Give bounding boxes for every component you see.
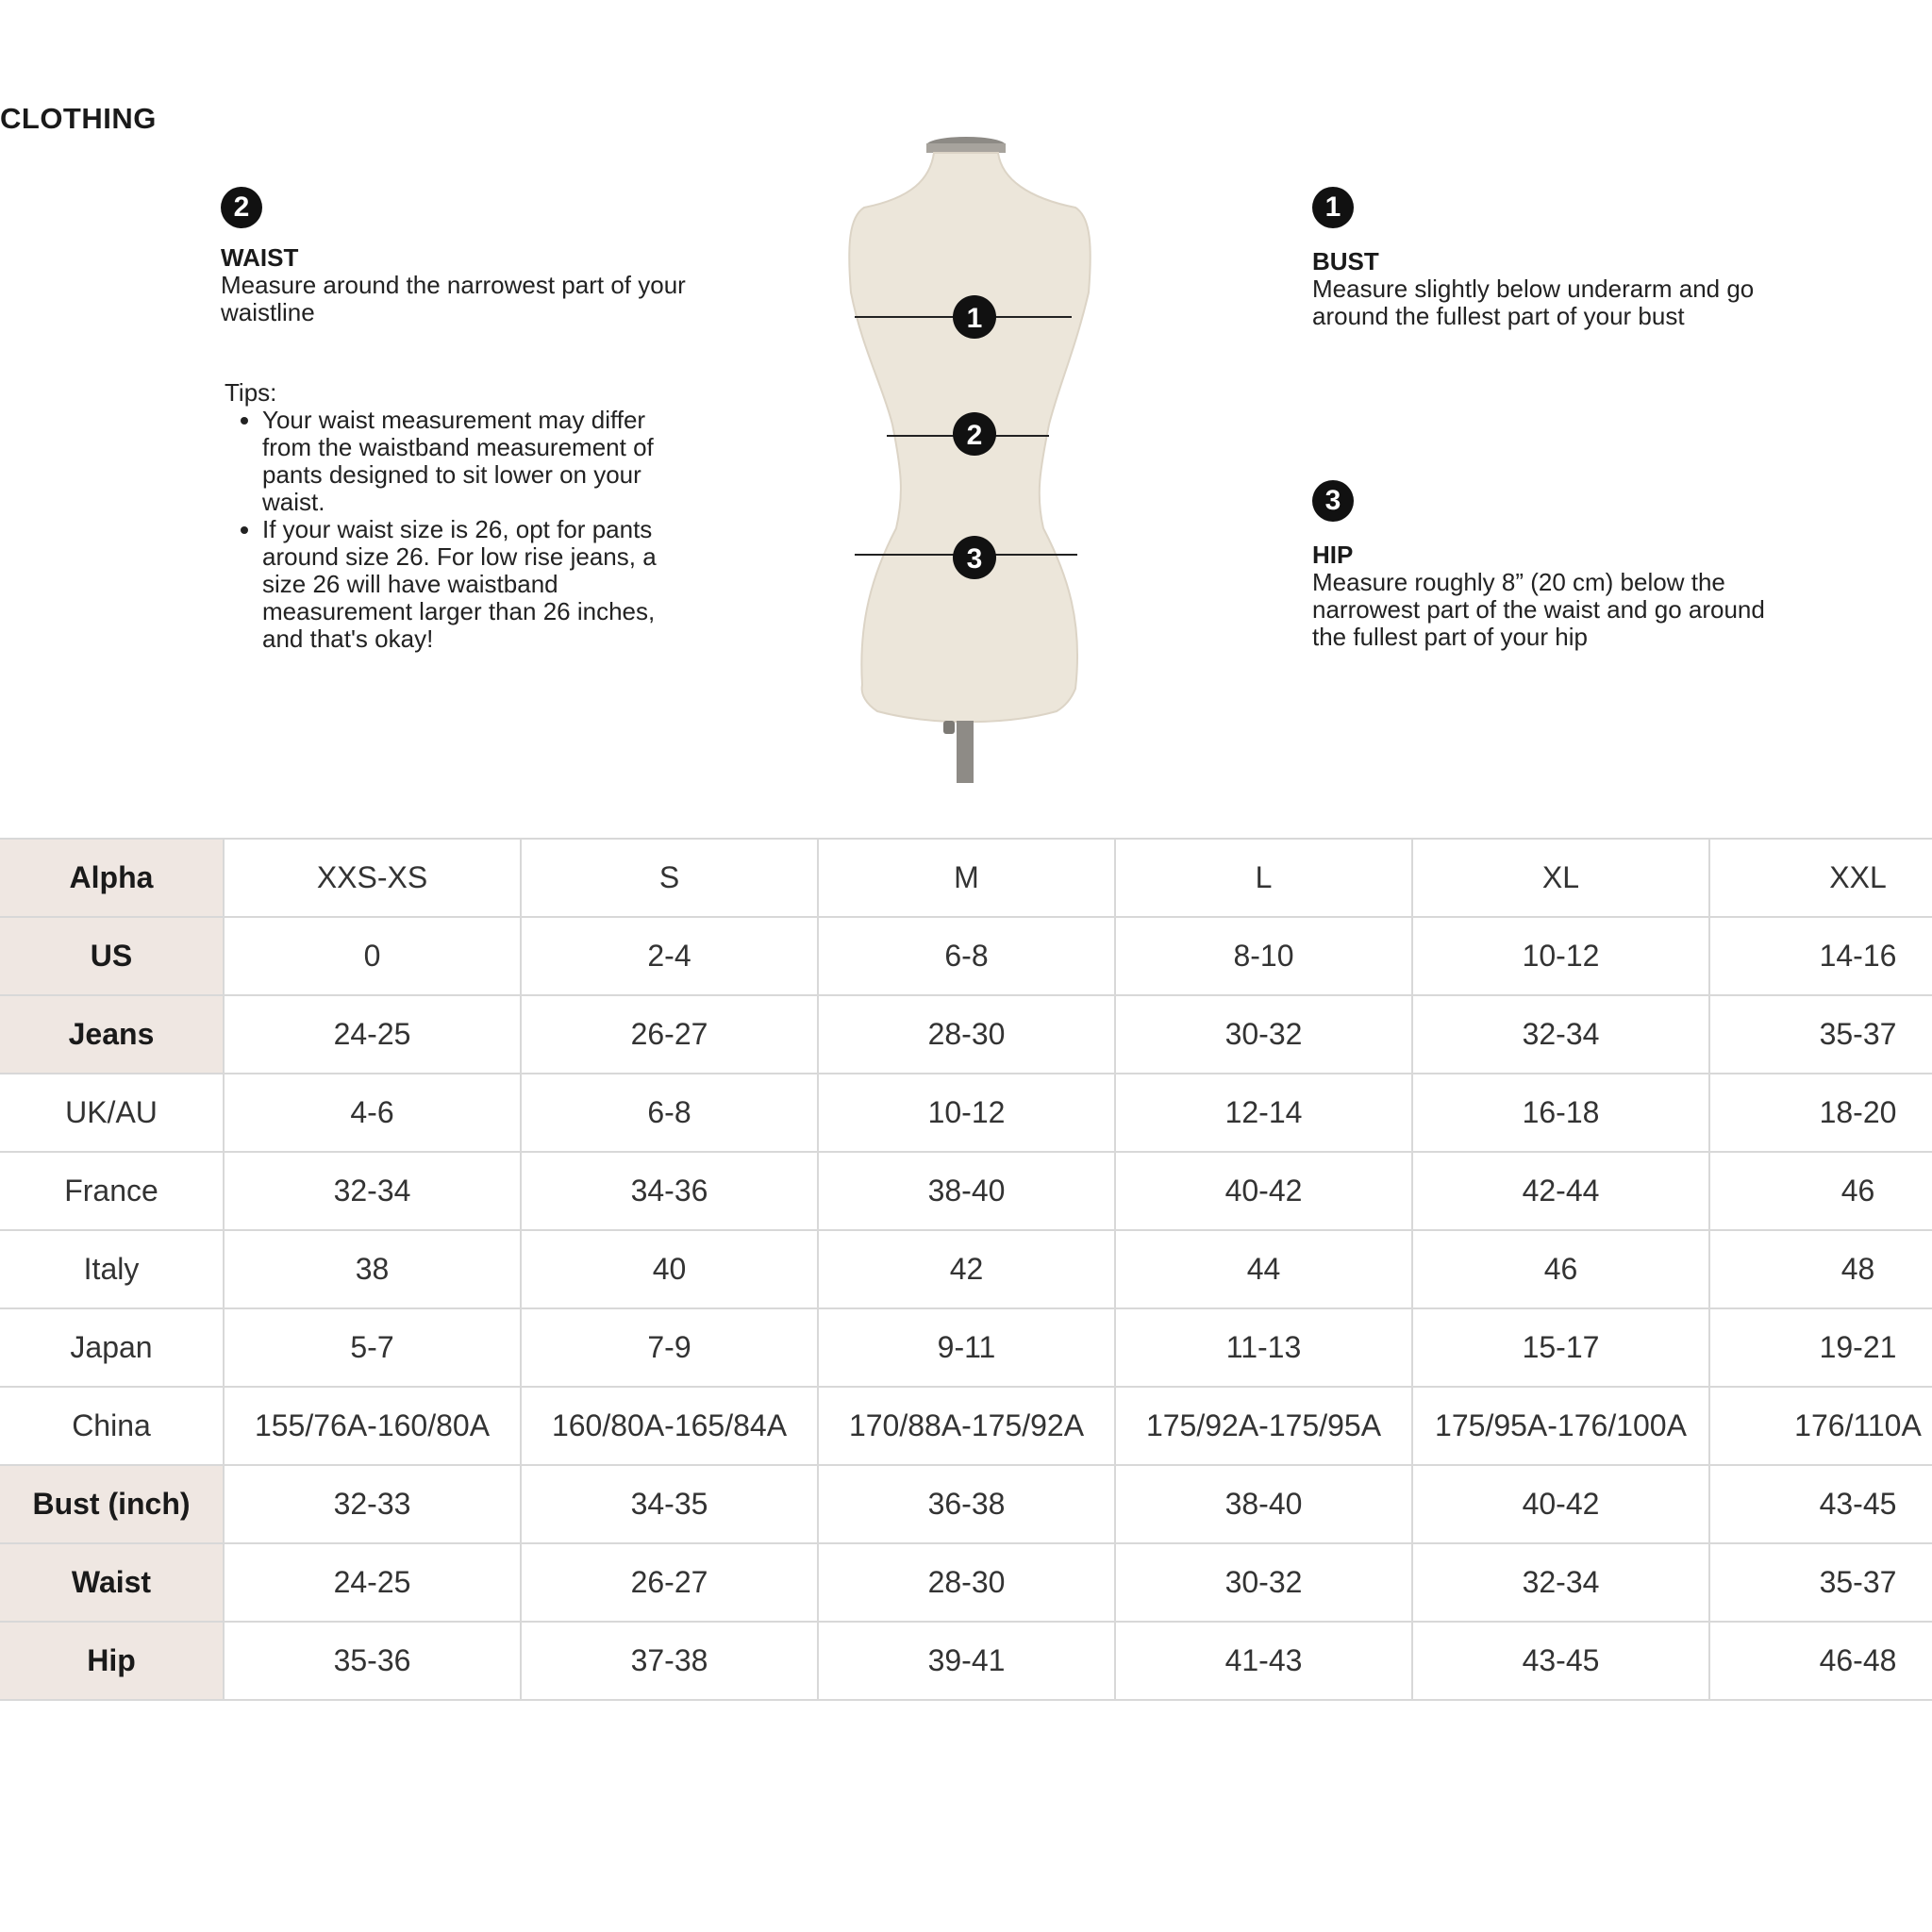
row-label: Jeans (0, 995, 224, 1074)
hip-marker (953, 536, 996, 579)
table-cell: 44 (1115, 1230, 1412, 1308)
waist-marker (953, 412, 996, 456)
row-label: Alpha (0, 839, 224, 917)
size-table-body (0, 839, 1932, 1700)
table-cell: 6-8 (521, 1074, 818, 1152)
table-cell: 35-36 (224, 1622, 521, 1700)
table-cell: 42-44 (1412, 1152, 1709, 1230)
table-cell: 39-41 (818, 1622, 1115, 1700)
row-label: UK/AU (0, 1074, 224, 1152)
tips-list (225, 407, 696, 653)
waist-tips (225, 379, 696, 653)
table-cell: 32-33 (224, 1465, 521, 1543)
row-label: Waist (0, 1543, 224, 1622)
table-cell: XXL (1709, 839, 1932, 917)
table-cell: 26-27 (521, 1543, 818, 1622)
number-badge-3: 3 (1312, 480, 1354, 522)
table-cell: 24-25 (224, 1543, 521, 1622)
table-row (0, 995, 1932, 1074)
table-cell: 34-36 (521, 1152, 818, 1230)
number-badge-1: 1 (1312, 187, 1354, 228)
table-cell: 35-37 (1709, 1543, 1932, 1622)
table-cell: 176/110A (1709, 1387, 1932, 1465)
dress-form-mannequin (792, 132, 1132, 783)
table-row (0, 1308, 1932, 1387)
table-cell: 10-12 (1412, 917, 1709, 995)
table-cell: 7-9 (521, 1308, 818, 1387)
hip-marker-label: 3 (966, 543, 983, 575)
table-cell: 32-34 (1412, 1543, 1709, 1622)
row-label: Japan (0, 1308, 224, 1387)
table-row (0, 1465, 1932, 1543)
table-cell: 5-7 (224, 1308, 521, 1387)
table-cell: 40 (521, 1230, 818, 1308)
table-cell: 43-45 (1412, 1622, 1709, 1700)
mannequin-stand (957, 721, 974, 783)
table-cell: 155/76A-160/80A (224, 1387, 521, 1465)
table-cell: S (521, 839, 818, 917)
table-cell: 38-40 (818, 1152, 1115, 1230)
row-label: Italy (0, 1230, 224, 1308)
table-cell: 18-20 (1709, 1074, 1932, 1152)
table-cell: 8-10 (1115, 917, 1412, 995)
table-cell: 35-37 (1709, 995, 1932, 1074)
tips-label: Tips: (225, 378, 277, 407)
table-cell: 40-42 (1412, 1465, 1709, 1543)
tip-item: • Your waist measurement may differ from the waistband measurement of pants designed to sit lower on your waist. (262, 407, 696, 516)
table-cell: 28-30 (818, 1543, 1115, 1622)
table-cell: XXS-XS (224, 839, 521, 917)
bust-description: Measure slightly below underarm and go around the fullest part of your bust (1312, 275, 1755, 330)
table-cell: 46 (1709, 1152, 1932, 1230)
table-row (0, 839, 1932, 917)
hip-description: Measure roughly 8” (20 cm) below the narrowest part of the waist and go around the fullest part of your hip (1312, 568, 1765, 651)
table-cell: 32-34 (224, 1152, 521, 1230)
table-cell: 6-8 (818, 917, 1115, 995)
table-cell: 43-45 (1709, 1465, 1932, 1543)
table-cell: 40-42 (1115, 1152, 1412, 1230)
table-cell: 48 (1709, 1230, 1932, 1308)
row-label: France (0, 1152, 224, 1230)
hip-heading: HIP (1312, 541, 1354, 569)
table-row (0, 1622, 1932, 1700)
table-cell: 30-32 (1115, 1543, 1412, 1622)
table-cell: 14-16 (1709, 917, 1932, 995)
mannequin-stand-knob (943, 721, 955, 734)
table-cell: 28-30 (818, 995, 1115, 1074)
tip-item: • If your waist size is 26, opt for pants around size 26. For low rise jeans, a size 26 will have waistband measurement larger than 26 inches, and that's okay! (262, 516, 696, 653)
table-cell: 30-32 (1115, 995, 1412, 1074)
waist-measurement-block (221, 187, 730, 326)
bust-marker-label: 1 (966, 303, 983, 334)
table-row (0, 1543, 1932, 1622)
waist-description: Measure around the narrowest part of your waistline (221, 271, 686, 326)
table-cell: 19-21 (1709, 1308, 1932, 1387)
bust-marker (953, 295, 996, 339)
hip-measurement-block (1312, 480, 1803, 651)
row-label: Hip (0, 1622, 224, 1700)
table-cell: 37-38 (521, 1622, 818, 1700)
bust-heading: BUST (1312, 247, 1379, 275)
table-row (0, 1230, 1932, 1308)
table-row (0, 1387, 1932, 1465)
table-cell: 24-25 (224, 995, 521, 1074)
waist-heading: WAIST (221, 243, 299, 272)
bust-measurement-block (1312, 187, 1803, 330)
table-row (0, 917, 1932, 995)
table-cell: 2-4 (521, 917, 818, 995)
table-cell: M (818, 839, 1115, 917)
size-conversion-table (0, 838, 1932, 1701)
row-label: China (0, 1387, 224, 1465)
table-cell: 34-35 (521, 1465, 818, 1543)
table-cell: 46 (1412, 1230, 1709, 1308)
table-cell: 10-12 (818, 1074, 1115, 1152)
table-cell: 38 (224, 1230, 521, 1308)
table-cell: 0 (224, 917, 521, 995)
table-row (0, 1152, 1932, 1230)
table-cell: 12-14 (1115, 1074, 1412, 1152)
table-cell: 9-11 (818, 1308, 1115, 1387)
table-cell: 11-13 (1115, 1308, 1412, 1387)
table-cell: 175/95A-176/100A (1412, 1387, 1709, 1465)
row-label: Bust (inch) (0, 1465, 224, 1543)
mannequin-neck-band (926, 143, 1006, 153)
table-row (0, 1074, 1932, 1152)
table-cell: 38-40 (1115, 1465, 1412, 1543)
table-cell: XL (1412, 839, 1709, 917)
number-badge-2: 2 (221, 187, 262, 228)
table-cell: L (1115, 839, 1412, 917)
table-cell: 41-43 (1115, 1622, 1412, 1700)
table-cell: 160/80A-165/84A (521, 1387, 818, 1465)
table-cell: 46-48 (1709, 1622, 1932, 1700)
table-cell: 175/92A-175/95A (1115, 1387, 1412, 1465)
table-cell: 36-38 (818, 1465, 1115, 1543)
table-cell: 26-27 (521, 995, 818, 1074)
table-cell: 16-18 (1412, 1074, 1709, 1152)
waist-marker-label: 2 (966, 420, 983, 451)
table-cell: 32-34 (1412, 995, 1709, 1074)
table-cell: 4-6 (224, 1074, 521, 1152)
table-cell: 42 (818, 1230, 1115, 1308)
table-cell: 15-17 (1412, 1308, 1709, 1387)
row-label: US (0, 917, 224, 995)
table-cell: 170/88A-175/92A (818, 1387, 1115, 1465)
page-title: CLOTHING (0, 102, 157, 135)
